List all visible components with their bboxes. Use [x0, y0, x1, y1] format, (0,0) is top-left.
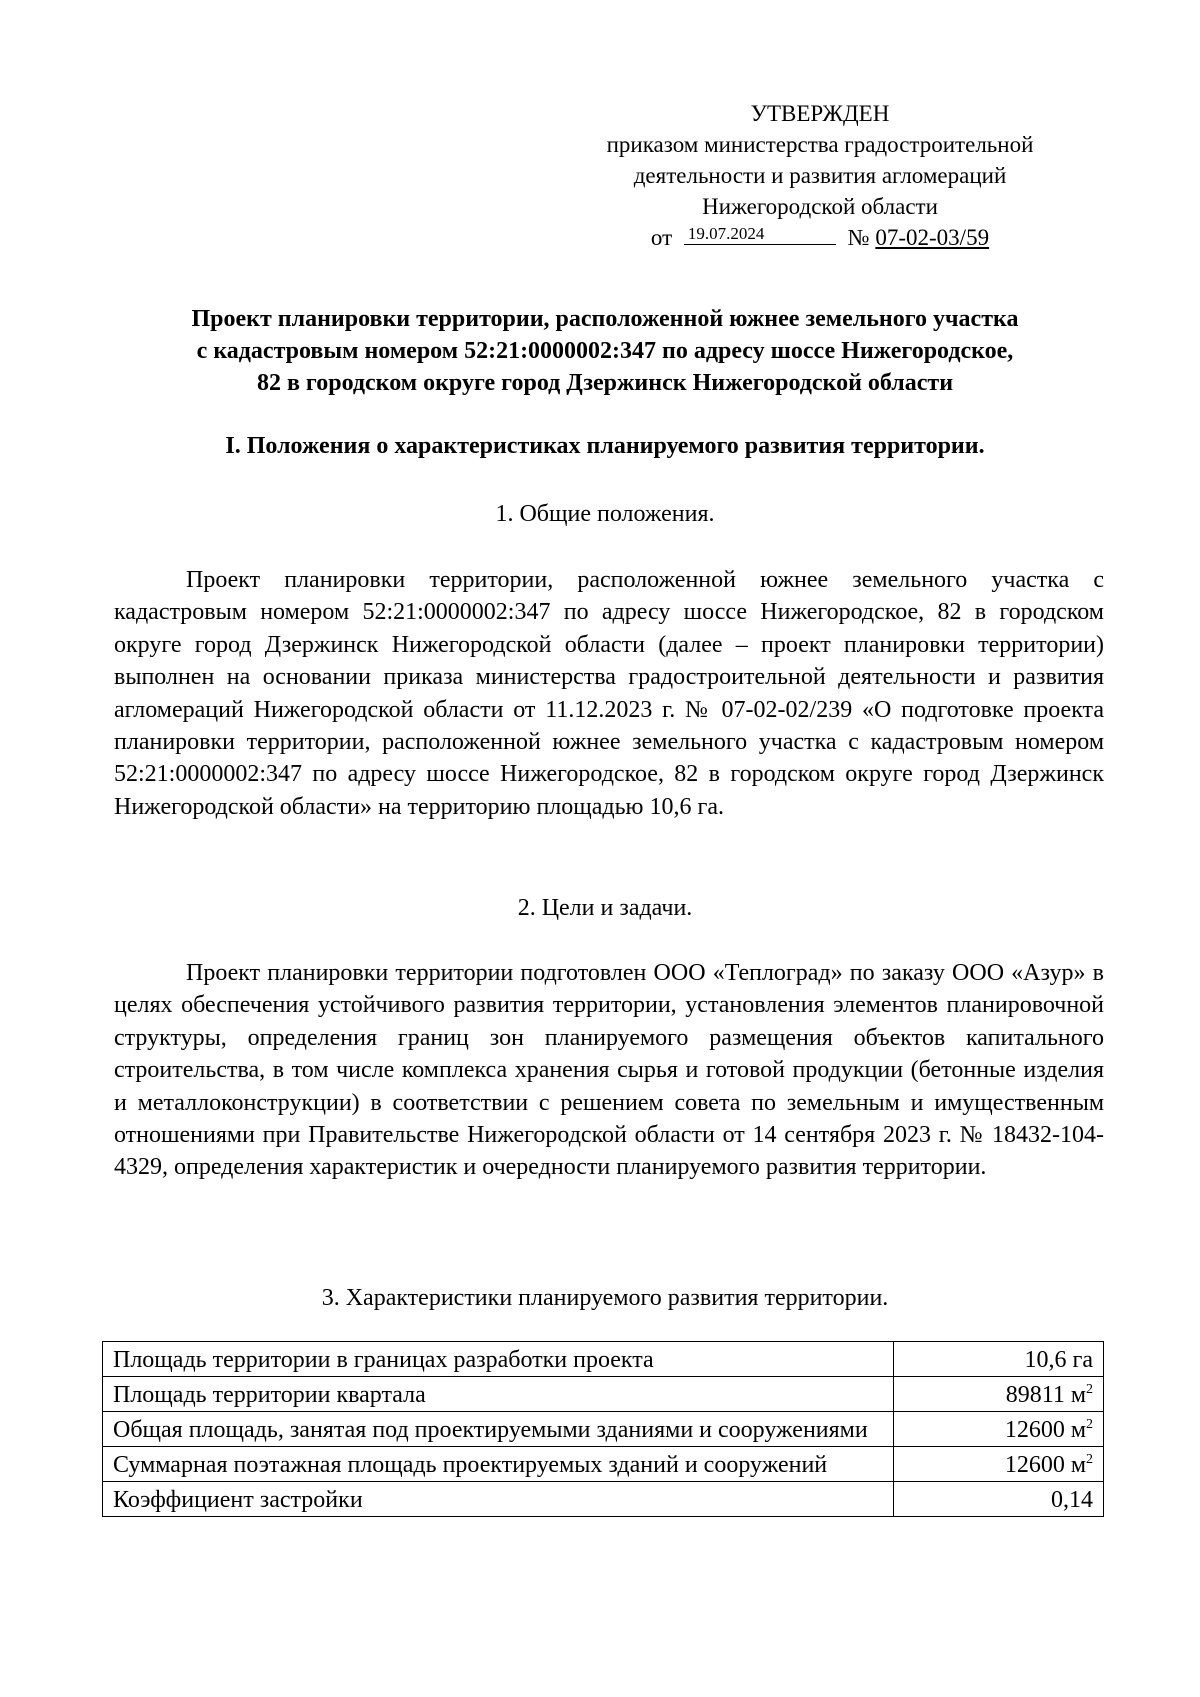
section-1-heading: I. Положения о характеристиках планируемого развития территории. — [225, 433, 985, 459]
table-cell-label: Коэффициент застройки — [103, 1482, 894, 1517]
subsection-2-text: Проект планировки территории подготовлен ООО «Теплоград» по заказу ООО «Азур» в целях обеспечения устойчивого развития территории, установления элементов планировочной структуры, определения границ зон планируемого размещения объектов капитального строительства, в том числе комплекса хранения сырья и готовой продукции (бетонные изделия и металлоконструкции) в соответствии с решением совета по земельным и имущественным отношениями при Правительстве Нижегородской области от 14 сентября 2023 г. № 18432-104-4329, определения характеристик и очередности планируемого развития территории. — [114, 960, 1104, 1181]
subsection-1-heading: 1. Общие положения. — [495, 501, 715, 527]
approval-block — [560, 98, 1080, 253]
table-cell-label: Площадь территории в границах разработки проекта — [103, 1342, 894, 1377]
table-cell-label: Площадь территории квартала — [103, 1377, 894, 1412]
document-title — [110, 303, 1100, 399]
subsection-1-text: Проект планировки территории, расположенной южнее земельного участка с кадастровым номером 52:21:0000002:347 по адресу шоссе Нижегородское, 82 в городском округе город Дзержинск Нижегородской области (далее – проект планировки территории) выполнен на основании приказа министерства градостроительной деятельности и развития агломераций Нижегородской области от 11.12.2023 г. № 07-02-02/239 «О подготовке проекта планировки территории, расположенной южнее земельного участка с кадастровым номером 52:21:0000002:347 по адресу шоссе Нижегородское, 82 в городском округе город Дзержинск Нижегородской области» на территорию площадью 10,6 га. — [114, 567, 1104, 820]
table-cell-label: Общая площадь, занятая под проектируемыми зданиями и сооружениями — [103, 1412, 894, 1447]
table-row — [103, 1412, 1104, 1447]
date-prefix: от — [650, 225, 673, 250]
table-cell-value: 12600 $м^2$ — [894, 1447, 1104, 1482]
number-prefix: № — [847, 225, 870, 250]
approval-ministry-line: деятельности и развития агломераций — [633, 163, 1007, 188]
table-row — [103, 1447, 1104, 1482]
table-cell-label: Суммарная поэтажная площадь проектируемых зданий и сооружений — [103, 1447, 894, 1482]
title-line-1: Проект планировки территории, расположенной южнее земельного участка — [191, 306, 1019, 332]
table-cell-value: 12600 $м^2$ — [894, 1412, 1104, 1447]
table-row — [103, 1342, 1104, 1377]
approval-date-line — [560, 222, 1080, 253]
approval-region-line: Нижегородской области — [702, 194, 938, 219]
subsection-3-heading: 3. Характеристики планируемого развития территории. — [321, 1285, 889, 1311]
table-cell-value: 89811 $м^2$ — [894, 1377, 1104, 1412]
table-cell-value: 10,6 га — [894, 1342, 1104, 1377]
title-line-3: 82 в городском округе город Дзержинск Нижегородской области — [256, 370, 954, 396]
table-cell-value: 0,14 — [894, 1482, 1104, 1517]
approval-number: 07-02-03/59 — [875, 225, 990, 250]
title-line-2: с кадастровым номером 52:21:0000002:347 по адресу шоссе Нижегородское, — [196, 338, 1014, 364]
approval-order-line: приказом министерства градостроительной — [606, 132, 1034, 157]
characteristics-table — [102, 1341, 1104, 1517]
approval-title: УТВЕРЖДЕН — [750, 101, 890, 126]
approval-date: 19.07.2024 — [684, 224, 836, 245]
table-row — [103, 1482, 1104, 1517]
table-row — [103, 1377, 1104, 1412]
subsection-2-heading: 2. Цели и задачи. — [517, 895, 693, 921]
